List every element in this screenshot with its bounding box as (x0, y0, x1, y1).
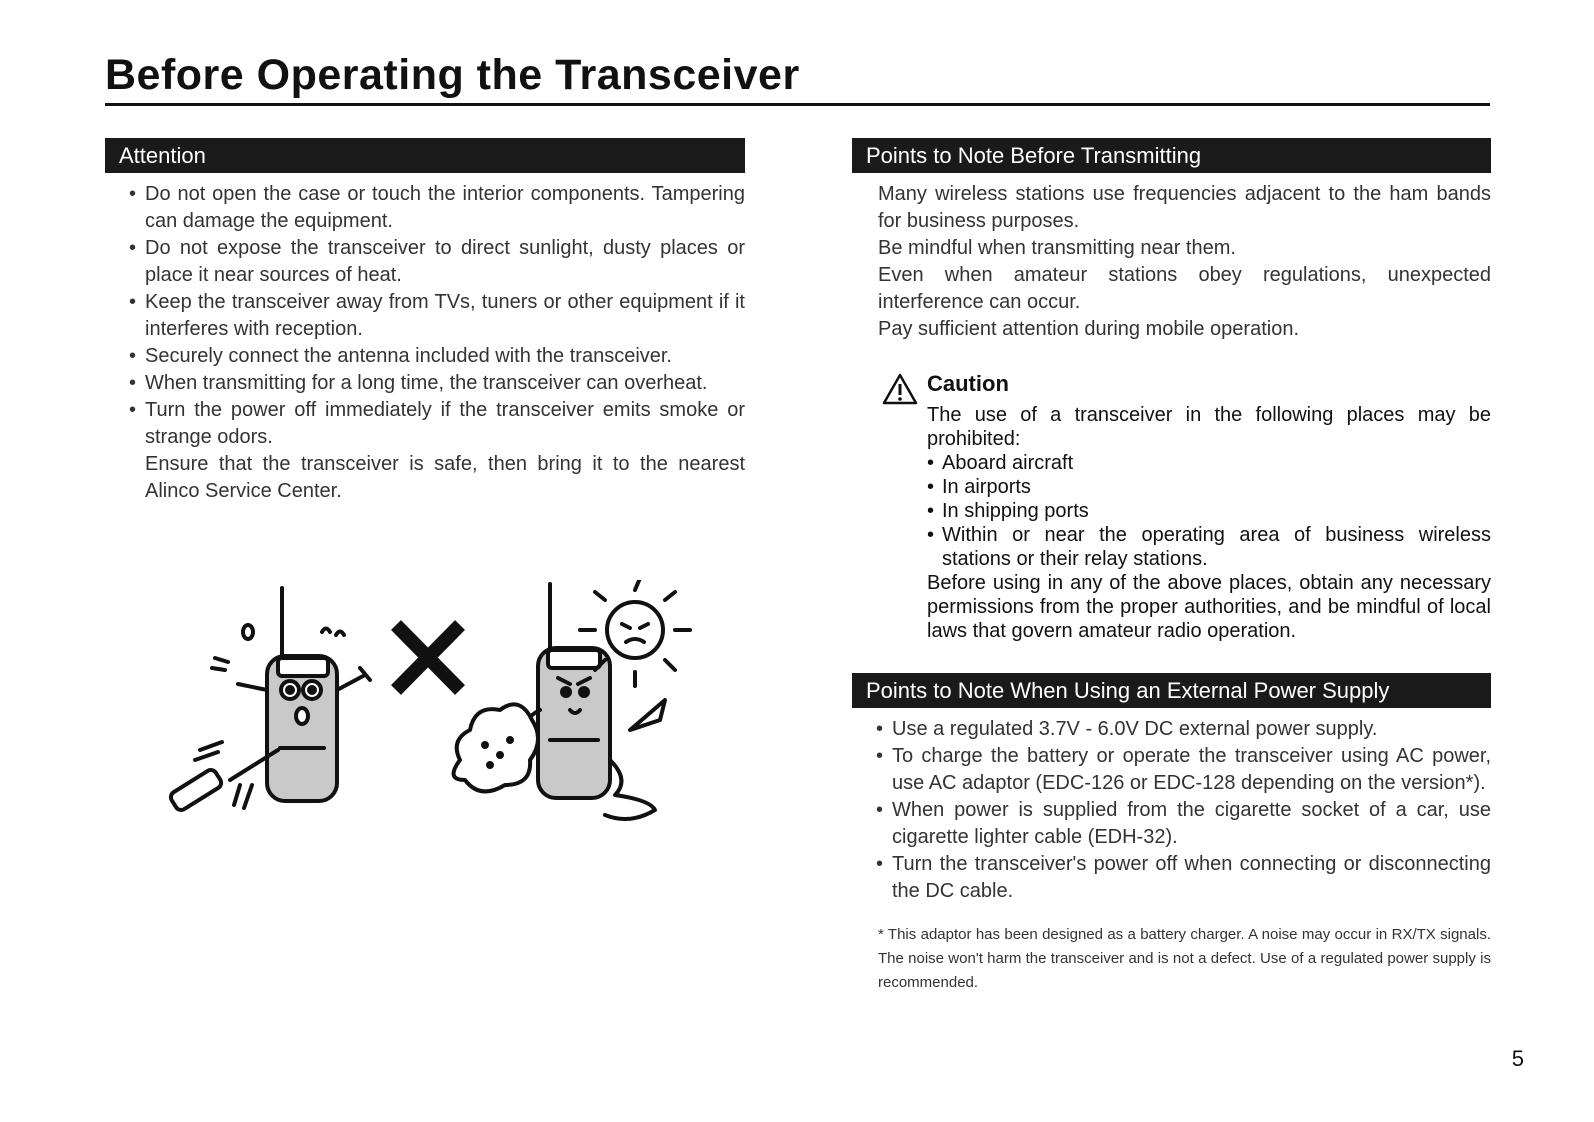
page-title: Before Operating the Transceiver (105, 52, 1490, 106)
power-heading: Points to Note When Using an External Power Supply (852, 673, 1491, 708)
attention-section (105, 138, 745, 505)
footnote: * This adaptor has been designed as a battery charger. A noise may occur in RX/TX signals. The noise won't harm the transceiver and is not a defect. Use of a regulated power supply is recommended. (878, 926, 1491, 991)
caution-outro: Before using in any of the above places, obtain any necessary permissions from the proper authorities, and be mindful of local laws that govern amateur radio operation. (927, 572, 1491, 642)
paragraph: Pay sufficient attention during mobile operation. (878, 318, 1300, 340)
right-column (852, 138, 1491, 995)
transmitting-heading: Points to Note Before Transmitting (852, 138, 1491, 173)
list-item: • Keep the transceiver away from TVs, tuners or other equipment if it interferes with reception. (105, 289, 745, 343)
list-item: • When transmitting for a long time, the transceiver can overheat. (105, 370, 745, 397)
list-item: • Turn the transceiver's power off when connecting or disconnecting the DC cable. (852, 851, 1491, 905)
list-item: • In shipping ports (927, 499, 1491, 523)
list-item: • Use a regulated 3.7V - 6.0V DC external power supply. (852, 716, 1491, 743)
warning-triangle-icon (882, 373, 918, 405)
screwdriver-icon (169, 742, 278, 812)
power-list (852, 716, 1491, 905)
caution-intro: The use of a transceiver in the following places may be prohibited: (927, 404, 1491, 450)
caution-box (852, 369, 1491, 643)
radio-character-left-icon (169, 588, 370, 812)
radio-character-right-icon (454, 580, 690, 819)
paragraph: Many wireless stations use frequencies adjacent to the ham bands for business purposes. (878, 183, 1491, 232)
list-item: • When power is supplied from the cigarette socket of a car, use cigarette lighter cable (EDH-32). (852, 797, 1491, 851)
list-item: • Turn the power off immediately if the transceiver emits smoke or strange odors. Ensure that the transceiver is safe, then bring it to the nearest Alinco Service Center. (105, 397, 745, 505)
paragraph: Even when amateur stations obey regulations, unexpected interference can occur. (878, 264, 1491, 313)
sun-icon (580, 580, 690, 686)
transmitting-text (852, 181, 1491, 343)
cross-mark-icon (396, 625, 460, 690)
list-item: • Do not open the case or touch the interior components. Tampering can damage the equipment. (105, 181, 745, 235)
attention-heading: Attention (105, 138, 745, 173)
list-item: • Do not expose the transceiver to direct sunlight, dusty places or place it near sources of heat. (105, 235, 745, 289)
caution-title: Caution (927, 371, 1009, 396)
list-item: • To charge the battery or operate the transceiver using AC power, use AC adaptor (EDC-126 or EDC-128 depending on the version*). (852, 743, 1491, 797)
attention-list (105, 181, 745, 505)
page-number: 5 (1511, 1046, 1524, 1071)
caution-list (927, 451, 1491, 571)
list-item: • Aboard aircraft (927, 451, 1491, 475)
warning-illustration (160, 580, 700, 840)
paragraph: Be mindful when transmitting near them. (878, 237, 1236, 259)
list-item-extra: Ensure that the transceiver is safe, then bring it to the nearest Alinco Service Center. (145, 453, 745, 502)
list-item: • Securely connect the antenna included with the transceiver. (105, 343, 745, 370)
list-item: • Within or near the operating area of business wireless stations or their relay stations. (927, 523, 1491, 571)
list-item: • In airports (927, 475, 1491, 499)
